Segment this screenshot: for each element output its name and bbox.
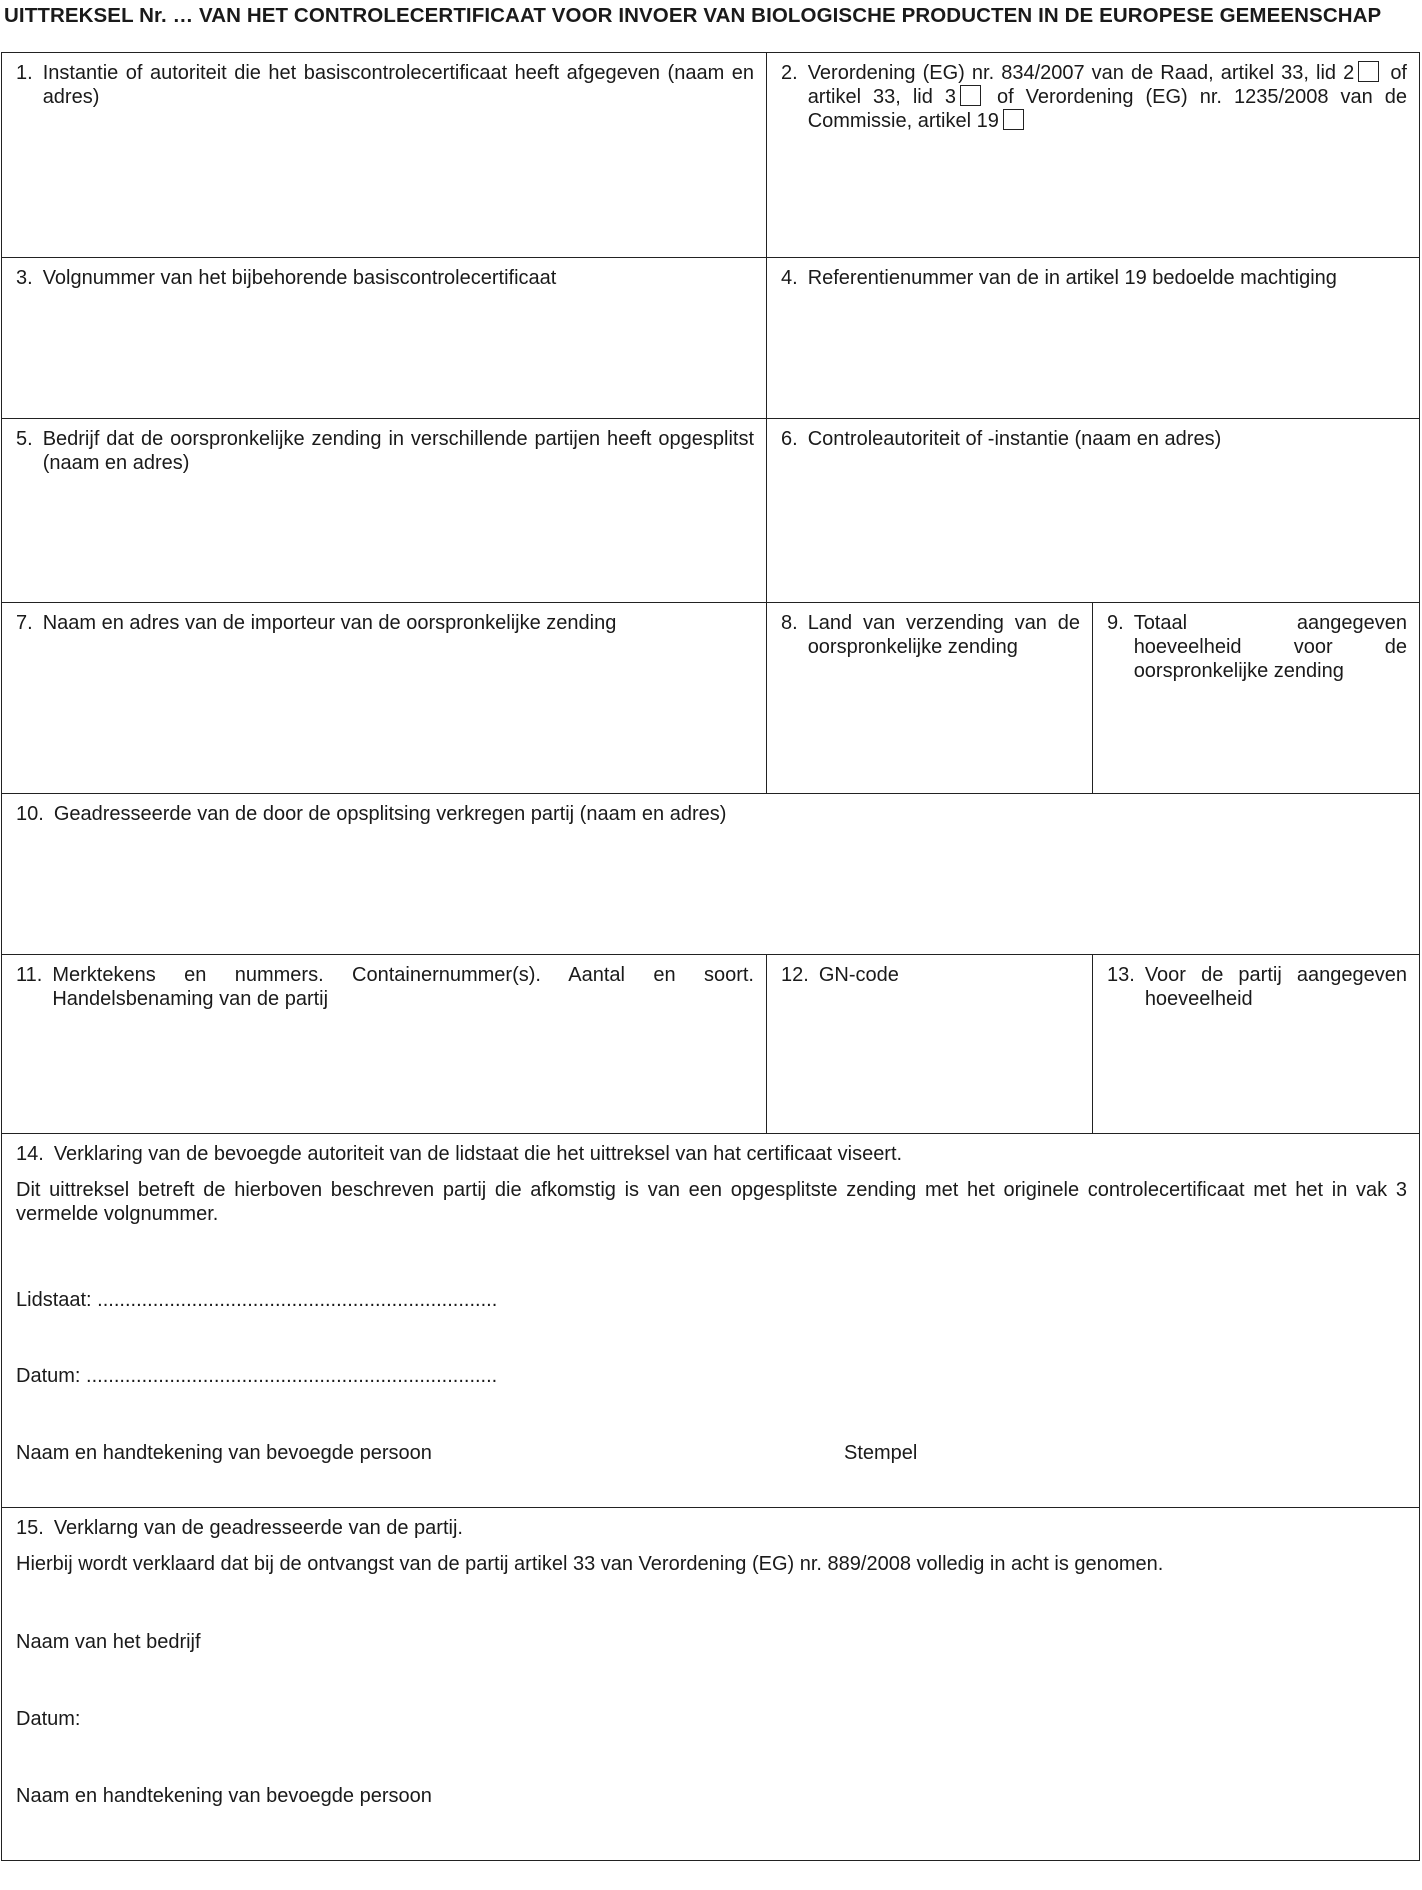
box-2-number: 2. — [781, 62, 798, 84]
box-1-label: Instantie of autoriteit die het basiscontrolecertificaat heeft afgegeven (naam en adres) — [42, 62, 754, 108]
box-4[interactable] — [766, 257, 1420, 418]
box-12[interactable] — [766, 954, 1092, 1133]
box-15[interactable] — [1, 1507, 1420, 1861]
box-7-label: Naam en adres van de importeur van de oorspronkelijke zending — [42, 612, 617, 634]
box-15-number: 15. — [16, 1517, 44, 1539]
box-5-number: 5. — [16, 428, 33, 450]
box-8-number: 8. — [781, 612, 798, 634]
box-10[interactable] — [1, 793, 1420, 954]
checkbox-art33-lid3[interactable] — [960, 85, 981, 106]
box-10-number: 10. — [16, 803, 44, 825]
box-11[interactable] — [1, 954, 766, 1133]
box-3-label: Volgnummer van het bijbehorende basiscontrolecertificaat — [42, 267, 557, 289]
box-5-label: Bedrijf dat de oorspronkelijke zending in verschillende partijen heeft opgesplitst (naam en adres) — [42, 428, 754, 474]
box-3[interactable] — [1, 257, 766, 418]
box-2[interactable] — [766, 52, 1420, 257]
box-7-number: 7. — [16, 612, 33, 634]
date-label: Datum: — [16, 1365, 81, 1387]
company-name-label: Naam van het bedrijf — [16, 1631, 201, 1653]
box-14[interactable] — [1, 1133, 1420, 1507]
box-9[interactable] — [1092, 602, 1420, 793]
stamp-label: Stempel — [844, 1442, 918, 1464]
box-13-number: 13. — [1107, 964, 1135, 986]
box-13[interactable] — [1092, 954, 1420, 1133]
document-title: UITTREKSEL Nr. … VAN HET CONTROLECERTIFICAAT VOOR INVOER VAN BIOLOGISCHE PRODUCTEN IN DE EUROPESE GEMEENSCHAP — [4, 4, 1382, 27]
box-8-label: Land van verzending van de oorspronkelijke zending — [807, 612, 1080, 658]
box-1[interactable] — [1, 52, 766, 257]
date-field[interactable]: .......................................................................... — [86, 1365, 498, 1387]
date-line — [16, 1364, 497, 1388]
box-15-signature-label: Naam en handtekening van bevoegde persoon — [16, 1785, 432, 1807]
box-2-text-art33-lid2: Verordening (EG) nr. 834/2007 van de Raad, artikel 33, lid 2 — [807, 62, 1355, 84]
box-9-label: Totaal aangegeven hoeveelheid voor de oorspronkelijke zending — [1133, 612, 1407, 682]
checkbox-art19[interactable] — [1003, 109, 1024, 130]
signature-label: Naam en handtekening van bevoegde persoon — [16, 1442, 432, 1464]
member-state-field[interactable]: ........................................................................ — [97, 1289, 498, 1311]
box-7[interactable] — [1, 602, 766, 793]
box-15-heading: Verklarng van de geadresseerde van de partij. — [53, 1517, 463, 1539]
box-4-label: Referentienummer van de in artikel 19 bedoelde machtiging — [807, 267, 1337, 289]
box-12-label: GN-code — [818, 964, 899, 986]
box-2-label — [808, 61, 1407, 133]
box-14-number: 14. — [16, 1143, 44, 1165]
checkbox-art33-lid2[interactable] — [1358, 61, 1379, 82]
box-4-number: 4. — [781, 267, 798, 289]
member-state-line — [16, 1288, 497, 1312]
box-6-number: 6. — [781, 428, 798, 450]
box-15-statement: Hierbij wordt verklaard dat bij de ontvangst van de partij artikel 33 van Verordening (EG) nr. 889/2008 volledig in acht is genomen. — [16, 1553, 1164, 1575]
box-12-number: 12. — [781, 964, 809, 986]
box-5[interactable] — [1, 418, 766, 602]
box-8[interactable] — [766, 602, 1092, 793]
box-6-label: Controleautoriteit of -instantie (naam en adres) — [807, 428, 1222, 450]
box-2-text-art19: of Verordening (EG) nr. 1235/2008 van de Commissie, artikel 19 — [807, 86, 1407, 132]
box-11-label: Merktekens en nummers. Containernummer(s). Aantal en soort. Handelsbenaming van de partij — [52, 964, 754, 1010]
box-15-date-label: Datum: — [16, 1708, 81, 1730]
box-10-label: Geadresseerde van de door de opsplitsing verkregen partij (naam en adres) — [53, 803, 727, 825]
box-3-number: 3. — [16, 267, 33, 289]
box-14-statement: Dit uittreksel betreft de hierboven beschreven partij die afkomstig is van een opgesplitste zending met het originele controlecertificaat met het in vak 3 vermelde volgnummer. — [16, 1179, 1407, 1225]
member-state-label: Lidstaat: — [16, 1289, 92, 1311]
box-14-heading: Verklaring van de bevoegde autoriteit van de lidstaat die het uittreksel van hat certificaat viseert. — [53, 1143, 903, 1165]
box-2-text-art33-lid3: of artikel 33, lid 3 — [807, 62, 1407, 108]
box-6[interactable] — [766, 418, 1420, 602]
box-9-number: 9. — [1107, 612, 1124, 634]
box-1-number: 1. — [16, 62, 33, 84]
box-11-number: 11. — [16, 964, 43, 986]
box-13-label: Voor de partij aangegeven hoeveelheid — [1144, 964, 1407, 1010]
